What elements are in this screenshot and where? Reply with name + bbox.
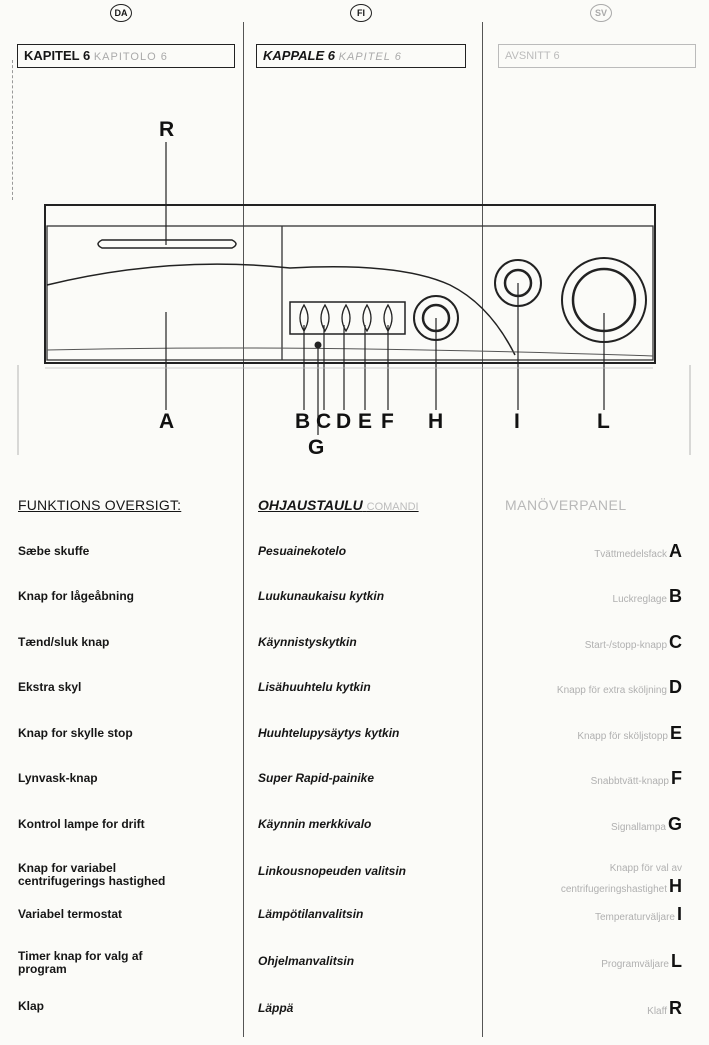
sv-item-letter: F xyxy=(671,768,682,788)
function-item-sv xyxy=(502,998,682,1019)
sv-item-text: Tvättmedelsfack xyxy=(594,549,667,560)
section-title-fi xyxy=(258,497,419,513)
sv-item-text: Snabbtvätt-knapp xyxy=(590,776,669,787)
sv-item-text: Knapp för val av centrifugeringshastighet xyxy=(560,863,682,895)
function-item-da: Knap for lågeåbning xyxy=(18,589,135,603)
diagram-label-G: G xyxy=(308,436,325,459)
function-item-sv xyxy=(502,541,682,562)
function-item-da: Kontrol lampe for drift xyxy=(18,817,145,831)
chapter-ghost: KAPITEL 6 xyxy=(338,51,402,63)
section-title-sv: MANÖVERPANEL xyxy=(505,497,627,513)
function-item-sv xyxy=(502,814,682,835)
chapter-ghost: KAPITOLO 6 xyxy=(93,51,168,63)
function-item-fi: Super Rapid-painike xyxy=(258,771,375,785)
function-item-da: Ekstra skyl xyxy=(18,680,82,694)
function-item-sv xyxy=(502,768,682,789)
push-buttons xyxy=(290,302,405,334)
chapter-heading-sv: AVSNITT 6 xyxy=(498,44,696,68)
diagram-label-F: F xyxy=(381,410,394,433)
section-title-ghost: COMANDI xyxy=(366,501,419,513)
sv-item-text: Programväljare xyxy=(601,959,669,970)
diagram-label-D: D xyxy=(336,410,352,433)
sv-item-text: Temperaturväljare xyxy=(594,912,675,923)
diagram-label-B: B xyxy=(295,410,311,433)
sv-item-letter: A xyxy=(669,541,682,561)
diagram-label-C: C xyxy=(316,410,332,433)
diagram-label-H: H xyxy=(428,410,444,433)
function-item-fi: Käynnistyskytkin xyxy=(258,635,357,649)
sv-item-text: Luckreglage xyxy=(612,594,667,605)
sv-item-text: Knapp för extra sköljning xyxy=(556,685,667,696)
control-panel-diagram xyxy=(0,0,709,460)
danish-language-icon: DA xyxy=(110,4,132,22)
function-item-sv xyxy=(502,723,682,744)
diagram-label-I: I xyxy=(514,410,520,433)
sv-item-letter: I xyxy=(676,904,682,924)
function-item-da: Klap xyxy=(18,999,45,1013)
sv-item-letter: H xyxy=(669,876,682,896)
swedish-language-icon: SV xyxy=(590,4,612,22)
function-item-sv xyxy=(502,632,682,653)
function-item-fi: Lisähuuhtelu kytkin xyxy=(258,680,371,694)
sv-item-letter: G xyxy=(667,814,682,834)
function-item-fi: Lämpötilanvalitsin xyxy=(258,907,364,921)
function-item-fi: Pesuainekotelo xyxy=(258,544,347,558)
sv-item-letter: C xyxy=(669,632,682,652)
function-item-sv xyxy=(502,586,682,607)
diagram-label-L: L xyxy=(597,410,610,433)
function-item-da: Lynvask-knap xyxy=(18,771,98,785)
function-item-fi: Linkousnopeuden valitsin xyxy=(258,864,407,878)
sv-item-letter: L xyxy=(671,951,682,971)
diagram-label-A: A xyxy=(159,410,175,433)
function-item-da: Knap for variabel centrifugerings hastighed xyxy=(18,861,166,888)
sv-item-letter: E xyxy=(669,723,682,743)
function-item-da: Sæbe skuffe xyxy=(18,544,90,558)
chapter-label: KAPITEL 6 xyxy=(24,48,91,63)
function-item-sv xyxy=(502,677,682,698)
sv-item-letter: B xyxy=(669,586,682,606)
function-item-da: Timer knap for valg af program xyxy=(18,949,143,976)
diagram-label-E: E xyxy=(358,410,373,433)
finnish-language-icon: FI xyxy=(350,4,372,22)
function-item-da: Variabel termostat xyxy=(18,907,123,921)
function-item-sv xyxy=(502,951,682,972)
function-item-da: Knap for skylle stop xyxy=(18,726,133,740)
function-item-fi: Luukunaukaisu kytkin xyxy=(258,589,385,603)
section-title-text: OHJAUSTAULU xyxy=(258,497,363,513)
sv-item-letter: D xyxy=(669,677,682,697)
function-item-fi: Käynnin merkkivalo xyxy=(258,817,372,831)
sv-item-text: Start-/stopp-knapp xyxy=(584,640,667,651)
diagram-label-R: R xyxy=(159,118,175,141)
function-item-sv xyxy=(502,904,682,925)
sv-item-letter: R xyxy=(669,998,682,1018)
function-item-fi: Huuhtelupysäytys kytkin xyxy=(258,726,400,740)
function-item-fi: Ohjelmanvalitsin xyxy=(258,954,355,968)
section-title-da: FUNKTIONS OVERSIGT: xyxy=(18,497,182,513)
function-item-fi: Läppä xyxy=(258,1001,294,1015)
function-item-sv xyxy=(502,858,682,897)
chapter-label: KAPPALE 6 xyxy=(263,48,335,63)
function-item-da: Tænd/sluk knap xyxy=(18,635,110,649)
sv-item-text: Knapp för sköljstopp xyxy=(577,731,668,742)
sv-item-text: Signallampa xyxy=(610,822,666,833)
sv-item-text: Klaff xyxy=(647,1006,667,1017)
